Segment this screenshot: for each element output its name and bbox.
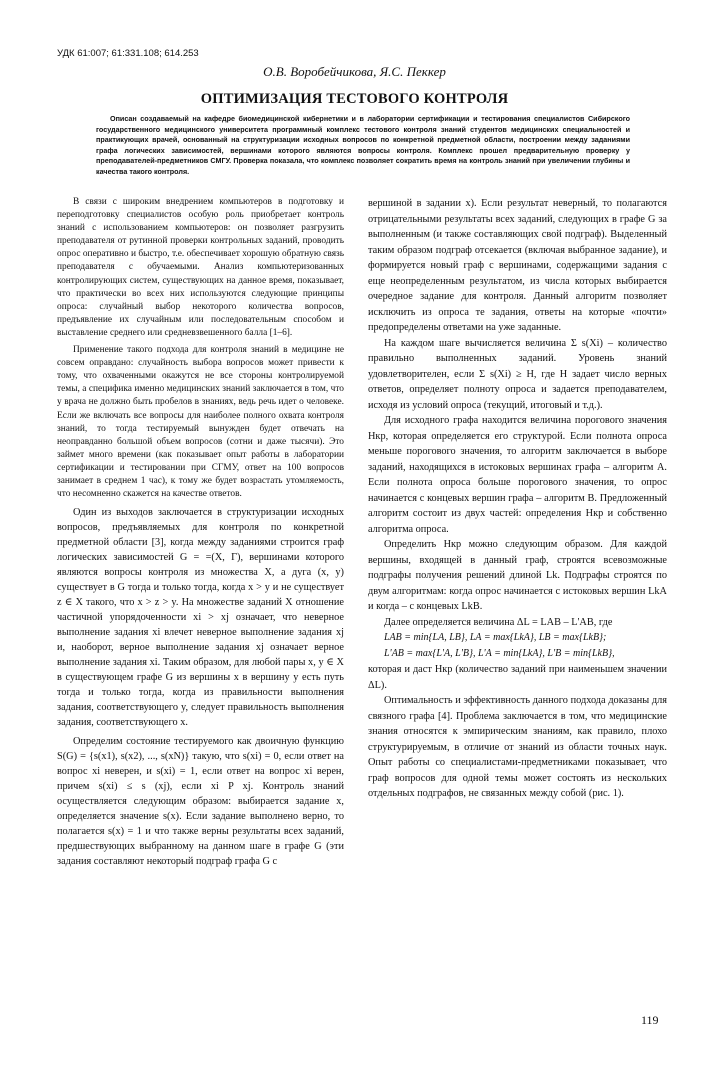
paragraph: Оптимальность и эффективность данного подхода доказаны для связного графа [4]. Проблема заключается в том, что медицинские знания относятся к эмпирическим знаниям, как правило, плохо структурируемым, в отличие от знаний из области точных наук. Опыт работы со специалистами-предметниками показывает, что граф вопросов для одной темы может состоять из нескольких отдельных подграфов, не связанных между собой (рис. 1).	[368, 695, 667, 799]
abstract: Описан создаваемый на кафедре биомедицинской кибернетики и в лаборатории сертификации и тестирования специалистов Сибирского государственного медицинского университета программный комплекс тестового контроля знаний студентов медицинских специальностей и практикующих врачей, основанный на структуризации исходных вопросов по конкретной предметной области, построении между заданиями графа логических зависимостей, вершинами которого являются вопросы контроля. Комплекс прошел предварительную проверку у преподавателей-предметников СМГУ. Проверка показала, что комплекс позволяет сократить время на контроль знаний при увеличении глубины и качества такого контроля.	[96, 114, 630, 176]
paragraph: Для исходного графа находится величина порогового значения Hкр, которая определяется его структурой. Если полнота опроса меньше порогового значения, то алгоритм заключается в выборе заданий, находящихся в истоковых вершинах графа – алгоритм A. Если полнота опроса больше порогового значения, то опрос начинается с концевых вершин графа – алгоритм B. Предложенный алгоритм состоит из двух частей: определения Hкр и собственно алгоритма опроса.	[368, 415, 667, 535]
paragraph: Определить Hкр можно следующим образом. Для каждой вершины, входящей в данный граф, строятся всевозможные подграфы получения решений длиной Lk. Подграфы строятся по двум алгоритмам: когда опрос начинается с истоковых вершин LkA и когда – с концевых LkB.	[368, 539, 667, 612]
udk-code: УДК 61:007; 61:331.108; 614.253	[57, 48, 199, 59]
paragraph: На каждом шаге вычисляется величина Σ s(Xi) – количество правильно выполненных заданий. Уровень знаний удовлетворителен, если Σ s(Xi) ≥ H, где H задает число верных ответов, определяет полноту опроса и задается преподавателем, исходя из условий опроса (текущий, итоговый и т.д.).	[368, 337, 667, 411]
paragraph: Далее определяется величина ΔL = LAB – L'AB, где	[384, 616, 613, 628]
paragraph: Определим состояние тестируемого как двоичную функцию S(G) = {s(x1), s(x2), ..., s(xN)} такую, что s(xi) = 0, если ответ на вопрос xi неверен, и s(xi) = 1, если ответ на вопрос xi верен, причем s(xi) ≤ s (xj), если xi P xj. Контроль знаний осуществляется следующим образом: выбирается задание x, определяется значение s(x). Если задание выполнено верно, то полагается s(x) = 1 и что также верны результаты всех заданий, предшествующих выбранному на данном шаге в графе G (эти задания составляют некоторый подграф графа G с	[57, 736, 344, 868]
paragraph: Применение такого подхода для контроля знаний в медицине не совсем оправдано: случайность выбора вопросов может привести к тому, что охваченными окажутся не все стороны контролируемой темы, а специфика именно медицинских знаний заключается в том, что у врача не должно быть пробелов в знаниях, ведь речь идет о человеке. Если же включать все вопросы для наиболее полного охвата контроля знаний, то тогда тестируемый вынужден будет отвечать на неоправданно большой объем вопросов (сотни и даже тысячи). Это займет много времени (как показывает опыт работы в лаборатории сертификации и тестировании при СГМУ, ответ на 100 вопросов занимает в среднем 1 час), к тому же будет возрастать утомляемость, что несомненно скажется на качестве ответов.	[57, 345, 344, 500]
page-number: 119	[641, 1013, 659, 1027]
right-column	[368, 196, 667, 802]
formula: L'AB = max{L'A, L'B}, L'A = min{LkA}, L'B = min{LkB},	[384, 648, 615, 659]
left-column	[57, 196, 344, 869]
authors: О.В. Воробейчикова, Я.С. Пеккер	[263, 64, 446, 79]
formula: LAB = min{LA, LB}, LA = max{LkA}, LB = max{LkB};	[384, 632, 607, 643]
paragraph: вершиной в задании x). Если результат неверный, то полагаются отрицательными результаты всех заданий, следующих в графе G за выполненным (и также составляющих свой подграф). Выделенный таким образом подграф отсекается (включая выбранное задание), и формируется новый граф с вершинами, содержащими задания с еще неопределенным результатом, из числа которых выбирается очередное задание для контроля. Данный алгоритм позволяет исключить из опроса те задания, ответы на которые «почти» предопределены ответами на уже заданные.	[368, 198, 667, 333]
paragraph: Один из выходов заключается в структуризации исходных вопросов, предъявляемых для контроля по конкретной предметной области [3], когда между заданиями строится граф логических зависимостей G = =(X, Г), вершинами которого являются вопросы контроля из множества X, а дуга (x, y) существует в G тогда и только тогда, когда x > y и не существует z ∈ X такого, что x > z > y. На множестве заданий X отношение частичной упорядоченности xi > xj означает, что неверное выполнение задания xi влечет неверное выполнение задания xj и, наоборот, верное выполнение задания xj означает верное выполнение задания xi. Таким образом, для любой пары x, y ∈ X в существующем графе G из вершины x в вершину y есть путь тогда и только тогда, когда из правильности выполнения задания, соответствующего y, следует правильность выполнения задания, соответствующего x.	[57, 507, 344, 729]
paragraph: В связи с широким внедрением компьютеров в подготовку и переподготовку специалистов особую роль приобретает контроль знаний с использованием компьютеров: он позволяет разгрузить преподавателя от рутинной проверки контрольных заданий, проводить опрос оперативно и быстро, т.е. обеспечивает хорошую обратную связь преподавателя с обучаемыми. Анализ компьютеризованных контролирующих систем, существующих на данное время, показывает, что практически во всех них используются следующие принципы опроса: случайный выбор некоторого количества вопросов, предъявление их случайным или последовательным способом и выставление среднего или средневзвешенного балла [1–6].	[57, 197, 344, 338]
article-title: ОПТИМИЗАЦИЯ ТЕСТОВОГО КОНТРОЛЯ	[200, 91, 509, 107]
paragraph: которая и даст Hкр (количество заданий при наименьшем значении ΔL).	[368, 664, 667, 691]
